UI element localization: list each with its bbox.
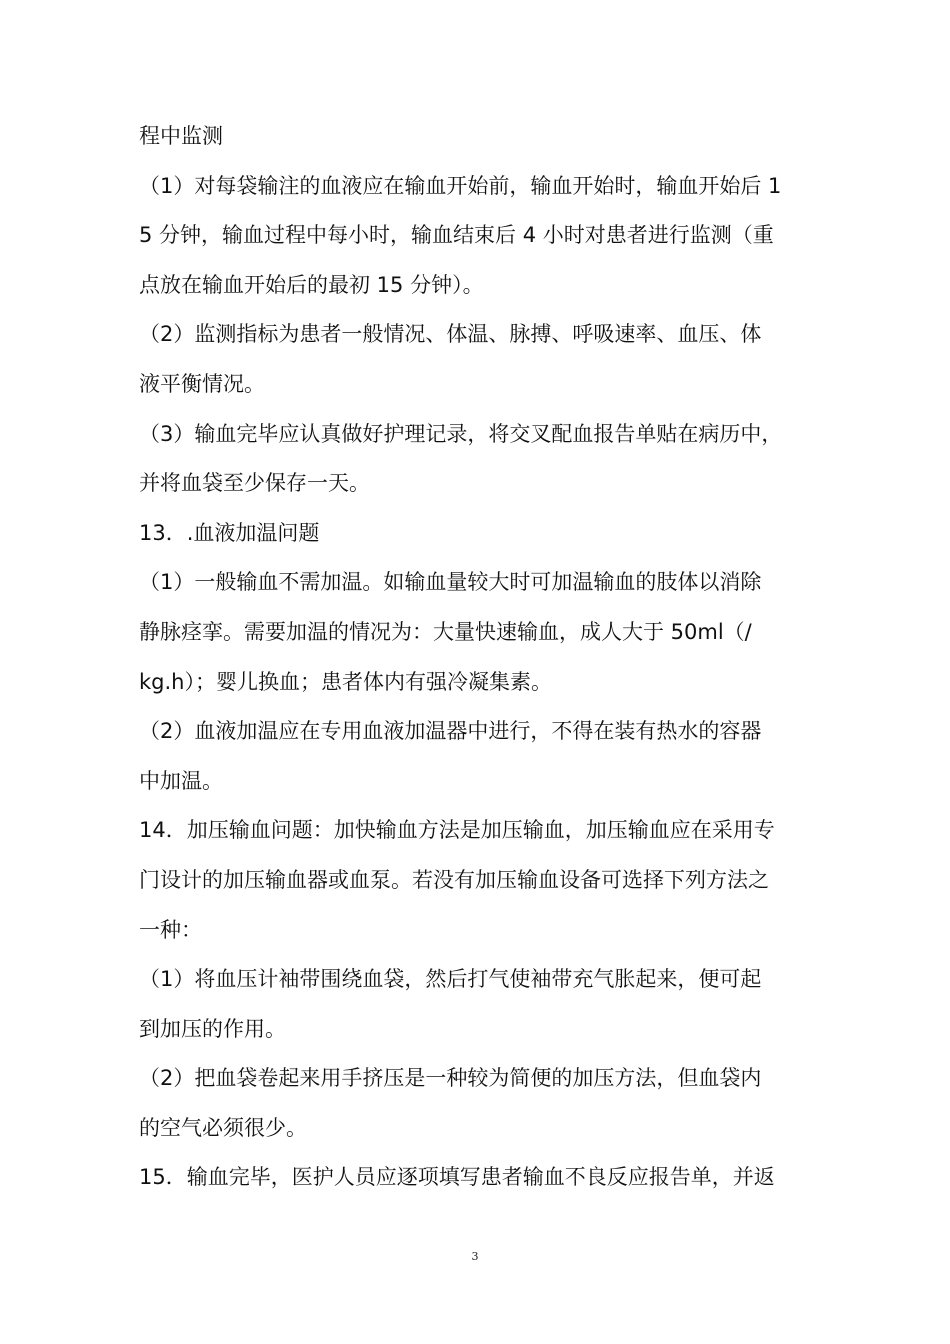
text-line: kg.h）；婴儿换血；患者体内有强冷凝集素。 — [139, 669, 552, 694]
text-line: （2）监测指标为患者一般情况、体温、脉搏、呼吸速率、血压、体 — [139, 322, 762, 347]
text-line: （2）血液加温应在专用血液加温器中进行，不得在装有热水的容器 — [139, 719, 762, 744]
text-line: （1）对每袋输注的血液应在输血开始前，输血开始时，输血开始后 1 — [139, 173, 782, 198]
section-heading: 15．输血完毕，医护人员应逐项填写患者输血不良反应报告单，并返 — [139, 1165, 775, 1190]
text-line: （1）将血压计袖带围绕血袋，然后打气使袖带充气胀起来，便可起 — [139, 967, 762, 992]
text-line: 到加压的作用。 — [139, 1016, 286, 1041]
text-line: 中加温。 — [139, 768, 223, 793]
text-line: 程中监测 — [139, 124, 223, 148]
text-line: （1）一般输血不需加温。如输血量较大时可加温输血的肢体以消除 — [139, 570, 762, 595]
text-line: 静脉痉挛。需要加温的情况为：大量快速输血，成人大于 50ml（/ — [139, 619, 752, 644]
text-line: 的空气必须很少。 — [139, 1115, 307, 1140]
text-line: （2）把血袋卷起来用手挤压是一种较为简便的加压方法，但血袋内 — [139, 1066, 762, 1091]
text-line: 门设计的加压输血器或血泵。若没有加压输血设备可选择下列方法之 — [139, 867, 769, 892]
section-heading: 14．加压输血问题：加快输血方法是加压输血，加压输血应在采用专 — [139, 818, 775, 843]
document-body — [139, 112, 819, 1203]
text-line: 点放在输血开始后的最初 15 分钟）。 — [139, 272, 484, 297]
text-line: （3）输血完毕应认真做好护理记录，将交叉配血报告单贴在病历中， — [139, 421, 783, 446]
section-heading: 13．.血液加温问题 — [139, 520, 320, 545]
text-line: 一种： — [139, 917, 202, 942]
page-number: 3 — [471, 1250, 479, 1263]
text-line: 并将血袋至少保存一天。 — [139, 471, 370, 496]
text-line: 液平衡情况。 — [139, 371, 265, 396]
text-line: 5 分钟，输血过程中每小时，输血结束后 4 小时对患者进行监测（重 — [139, 223, 774, 248]
